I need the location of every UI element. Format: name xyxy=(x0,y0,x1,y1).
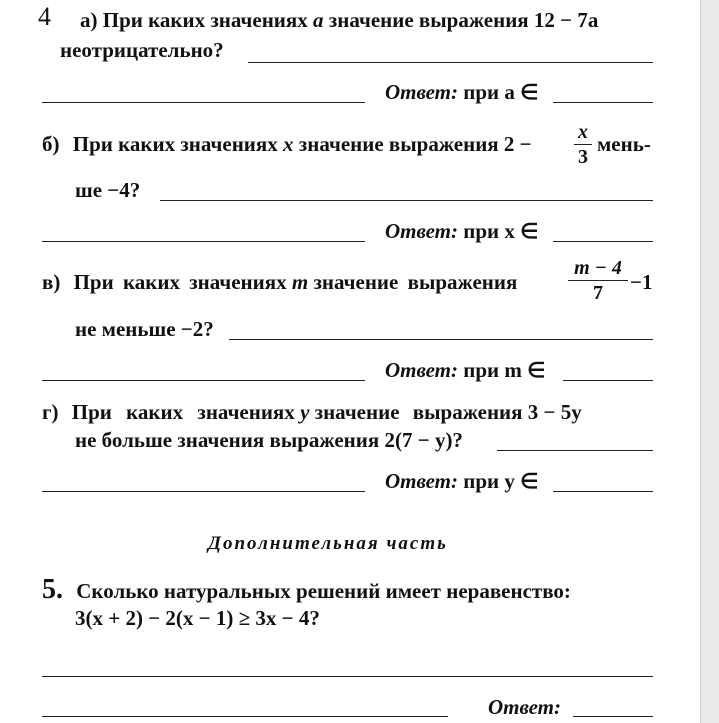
task-b-fraction-denominator: 3 xyxy=(578,146,588,168)
task-b-label: б) xyxy=(42,132,60,156)
task-d-answer-field[interactable] xyxy=(553,491,653,492)
task-d-text-1: При каких значениях xyxy=(71,400,295,424)
task-d-answer-label: Ответ: xyxy=(385,469,458,493)
task-b-text-2: значение выражения xyxy=(298,132,499,156)
task-d-work-line-2[interactable] xyxy=(42,491,365,492)
section-title: Дополнительная часть xyxy=(208,533,448,554)
task-5-expression: 3(x + 2) − 2(x − 1) ≥ 3x − 4? xyxy=(75,606,320,630)
task-b-answer-text: при x ∈ xyxy=(463,219,539,243)
task-d-var: y xyxy=(300,400,310,424)
task-c-answer-label: Ответ: xyxy=(385,358,458,382)
task-a-text-3: неотрицательно? xyxy=(60,38,224,62)
task-a-work-line[interactable] xyxy=(248,62,653,63)
task-b-text-4: ше −4? xyxy=(75,178,141,202)
task-b-var: x xyxy=(283,132,294,156)
task-b-work-line-2[interactable] xyxy=(42,241,365,242)
task-c-work-line-2[interactable] xyxy=(42,380,365,381)
task-d-label: г) xyxy=(42,400,59,424)
task-c-fraction-numerator: m − 4 xyxy=(574,257,622,279)
task-d-expression-2: 2(7 − y)? xyxy=(384,428,463,452)
task-b-answer-label: Ответ: xyxy=(385,219,458,243)
task-d-line-1 xyxy=(42,400,582,424)
task-c-answer-text: при m ∈ xyxy=(463,358,546,382)
task-b-text-3: мень- xyxy=(597,132,651,156)
task-a-work-line-2[interactable] xyxy=(42,102,365,103)
task-a-label: а) xyxy=(80,8,98,32)
task-b-text-1: При каких значениях xyxy=(72,132,278,156)
task-d-expression: 3 − 5y xyxy=(527,400,582,424)
task-5-text-1: Сколько натуральных решений имеет неравенство: xyxy=(76,579,571,603)
task-a-answer-label: Ответ: xyxy=(385,80,458,104)
task-a-answer-field[interactable] xyxy=(553,102,653,103)
task-5-work-line-2[interactable] xyxy=(42,716,448,717)
task-b-line-1 xyxy=(42,132,532,156)
task-b-answer-field[interactable] xyxy=(553,241,653,242)
task-a-line-1 xyxy=(80,8,598,32)
task-d-text-3: не больше значения выражения xyxy=(75,428,380,452)
task-a-text-1: При каких значениях xyxy=(102,8,308,32)
task-c-expression-post: −1 xyxy=(630,270,653,294)
task-c-answer xyxy=(385,358,545,382)
task-c-text-2: значение выражения xyxy=(313,270,518,294)
page-edge xyxy=(700,0,719,723)
task-b-answer xyxy=(385,219,538,243)
task-d-line-2 xyxy=(75,428,463,452)
task-c-work-line[interactable] xyxy=(229,339,653,340)
task-b-fraction xyxy=(574,122,592,167)
task-c-line-1 xyxy=(42,270,517,294)
margin-mark: 4 xyxy=(38,2,51,31)
task-b-expression-pre: 2 − xyxy=(503,132,532,156)
task-c-var: m xyxy=(291,270,309,294)
task-c-text-3: не меньше −2? xyxy=(75,317,214,341)
task-a-answer-text: при a ∈ xyxy=(463,80,539,104)
task-c-text-1: При каких значениях xyxy=(73,270,287,294)
task-5-answer-field[interactable] xyxy=(573,716,653,717)
task-5-work-line[interactable] xyxy=(42,676,653,677)
task-b-fraction-numerator: x xyxy=(578,121,588,143)
task-5-number: 5. xyxy=(42,574,63,605)
task-a-text-2: значение выражения xyxy=(328,8,529,32)
task-c-label: в) xyxy=(42,270,61,294)
task-a-expression: 12 − 7a xyxy=(533,8,599,32)
task-d-text-2: значение выражения xyxy=(314,400,523,424)
task-5-answer-label: Ответ: xyxy=(488,695,561,719)
task-a-var: a xyxy=(313,8,324,32)
task-5-line-1 xyxy=(42,574,571,605)
task-d-work-line[interactable] xyxy=(497,450,653,451)
task-b-work-line[interactable] xyxy=(160,200,653,201)
task-a-answer xyxy=(385,80,538,104)
task-d-answer xyxy=(385,469,538,493)
task-c-answer-field[interactable] xyxy=(563,380,653,381)
task-d-answer-text: при y ∈ xyxy=(463,469,539,493)
task-c-fraction-denominator: 7 xyxy=(593,282,603,304)
task-c-fraction xyxy=(568,258,628,303)
